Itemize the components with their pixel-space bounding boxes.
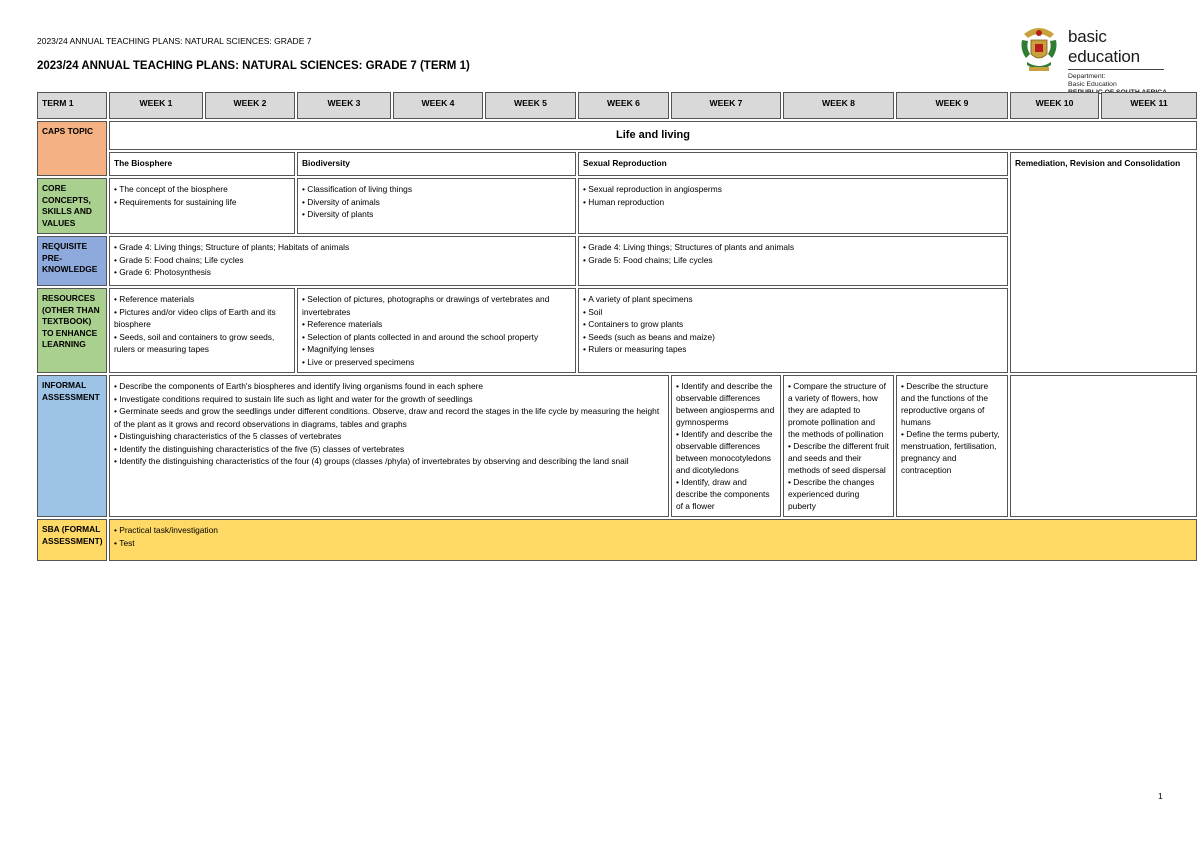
requisite-label: REQUISITE PRE-KNOWLEDGE xyxy=(37,236,107,286)
running-header: 2023/24 ANNUAL TEACHING PLANS: NATURAL SCIENCES: GRADE 7 xyxy=(37,36,312,46)
list-item: • Identify, draw and describe the components of a flower xyxy=(676,476,776,512)
list-item: • Sexual reproduction in angiosperms xyxy=(583,183,1003,196)
subtopic-row xyxy=(37,152,1197,176)
list-item: • Soil xyxy=(583,306,1003,319)
list-item: • Requirements for sustaining life xyxy=(114,196,290,209)
informal-remediation xyxy=(1010,375,1197,517)
list-item: • Grade 4: Living things; Structure of plants; Habitats of animals xyxy=(114,241,571,254)
list-item: • Live or preserved specimens xyxy=(302,356,571,369)
list-item: • A variety of plant specimens xyxy=(583,293,1003,306)
week-header: WEEK 2 xyxy=(205,92,295,119)
week-header: WEEK 1 xyxy=(109,92,203,119)
informal-main xyxy=(109,375,669,517)
list-item: • Identify and describe the observable differences between angiosperms and gymnosperms xyxy=(676,380,776,428)
core-label: CORE CONCEPTS, SKILLS AND VALUES xyxy=(37,178,107,234)
term-header: TERM 1 xyxy=(37,92,107,119)
resources-biodiversity xyxy=(297,288,576,373)
logo-line1: Department: xyxy=(1068,73,1106,80)
week-header: WEEK 7 xyxy=(671,92,781,119)
week-header: WEEK 4 xyxy=(393,92,483,119)
week-header: WEEK 11 xyxy=(1101,92,1197,119)
subtopic-remediation: Remediation, Revision and Consolidation xyxy=(1010,152,1197,373)
subtopic-biodiversity: Biodiversity xyxy=(297,152,576,176)
logo-rule xyxy=(1068,69,1164,70)
list-item: • Describe the components of Earth's biospheres and identify living organisms found in each sphere xyxy=(114,380,664,393)
list-item: • Classification of living things xyxy=(302,183,571,196)
list-item: • Magnifying lenses xyxy=(302,343,571,356)
list-item: • Containers to grow plants xyxy=(583,318,1003,331)
logo-line2: Basic Education xyxy=(1068,81,1117,88)
list-item: • Investigate conditions required to sustain life such as light and water for the growth of seedlings xyxy=(114,393,664,406)
page-title: 2023/24 ANNUAL TEACHING PLANS: NATURAL SCIENCES: GRADE 7 (TERM 1) xyxy=(37,60,470,72)
list-item: • Rulers or measuring tapes xyxy=(583,343,1003,356)
list-item: • Identify the distinguishing characteristics of the five (5) classes of vertebrates xyxy=(114,443,664,456)
list-item: • Selection of plants collected in and around the school property xyxy=(302,331,571,344)
list-item: • Reference materials xyxy=(302,318,571,331)
week-header: WEEK 8 xyxy=(783,92,894,119)
list-item: • Diversity of animals xyxy=(302,196,571,209)
informal-week8 xyxy=(783,375,894,517)
week-header: WEEK 9 xyxy=(896,92,1008,119)
week-header: WEEK 3 xyxy=(297,92,391,119)
sba-content xyxy=(109,519,1197,561)
week-header: WEEK 6 xyxy=(578,92,669,119)
week-header: WEEK 10 xyxy=(1010,92,1099,119)
informal-label: INFORMAL ASSESSMENT xyxy=(37,375,107,517)
core-sexual-reproduction xyxy=(578,178,1008,234)
list-item: • Selection of pictures, photographs or drawings of vertebrates and invertebrates xyxy=(302,293,571,318)
list-item: • Describe the structure and the functions of the reproductive organs of humans xyxy=(901,380,1003,428)
list-item: • Germinate seeds and grow the seedlings under different conditions. Observe, draw and record the stages in the life cycle by measuring the height of the plant as it grows and record observations in diagrams, tables and graphs xyxy=(114,405,664,430)
header-row xyxy=(37,92,1197,119)
informal-week7 xyxy=(671,375,781,517)
week-header: WEEK 5 xyxy=(485,92,576,119)
resources-label: RESOURCES (OTHER THAN TEXTBOOK) TO ENHANCE LEARNING xyxy=(37,288,107,373)
requisite-right xyxy=(578,236,1008,286)
list-item: • Grade 6: Photosynthesis xyxy=(114,266,571,279)
list-item: • The concept of the biosphere xyxy=(114,183,290,196)
sba-label: SBA (FORMAL ASSESSMENT) xyxy=(37,519,107,561)
informal-week9 xyxy=(896,375,1008,517)
list-item: • Distinguishing characteristics of the 5 classes of vertebrates xyxy=(114,430,664,443)
coat-of-arms-icon xyxy=(1018,24,1060,76)
subtopic-biosphere: The Biosphere xyxy=(109,152,295,176)
caps-topic-label: CAPS TOPIC xyxy=(37,121,107,176)
list-item: • Identify and describe the observable differences between monocotyledons and dicotyledons xyxy=(676,428,776,476)
list-item: • Diversity of plants xyxy=(302,208,571,221)
resources-sexual-reproduction xyxy=(578,288,1008,373)
caps-topic-row xyxy=(37,121,1197,150)
list-item: • Human reproduction xyxy=(583,196,1003,209)
core-biosphere xyxy=(109,178,295,234)
list-item: • Seeds, soil and containers to grow seeds, rulers or measuring tapes xyxy=(114,331,290,356)
logo-name: basic education xyxy=(1068,27,1140,66)
list-item: • Grade 4: Living things; Structures of plants and animals xyxy=(583,241,1003,254)
list-item: • Grade 5: Food chains; Life cycles xyxy=(114,254,571,267)
list-item: • Pictures and/or video clips of Earth and its biosphere xyxy=(114,306,290,331)
list-item: • Describe the different fruit and seeds and their methods of seed dispersal xyxy=(788,440,889,476)
requisite-left xyxy=(109,236,576,286)
list-item: • Test xyxy=(114,537,1192,550)
teaching-plan-table xyxy=(35,90,1199,563)
list-item: • Compare the structure of a variety of flowers, how they are adapted to promote pollination and the methods of pollination xyxy=(788,380,889,440)
list-item: • Seeds (such as beans and maize) xyxy=(583,331,1003,344)
list-item: • Define the terms puberty, menstruation, fertilisation, pregnancy and contraception xyxy=(901,428,1003,476)
list-item: • Identify the distinguishing characteristics of the four (4) groups (classes /phyla) of invertebrates by observing and describing the land snail xyxy=(114,455,664,468)
page-number: 1 xyxy=(1158,791,1163,801)
sba-row xyxy=(37,519,1197,561)
informal-row xyxy=(37,375,1197,517)
list-item: • Grade 5: Food chains; Life cycles xyxy=(583,254,1003,267)
subtopic-sexual-reproduction: Sexual Reproduction xyxy=(578,152,1008,176)
resources-biosphere xyxy=(109,288,295,373)
caps-topic: Life and living xyxy=(109,121,1197,150)
list-item: • Reference materials xyxy=(114,293,290,306)
list-item: • Practical task/investigation xyxy=(114,524,1192,537)
core-biodiversity xyxy=(297,178,576,234)
list-item: • Describe the changes experienced during puberty xyxy=(788,476,889,512)
dbe-logo xyxy=(1018,24,1168,88)
